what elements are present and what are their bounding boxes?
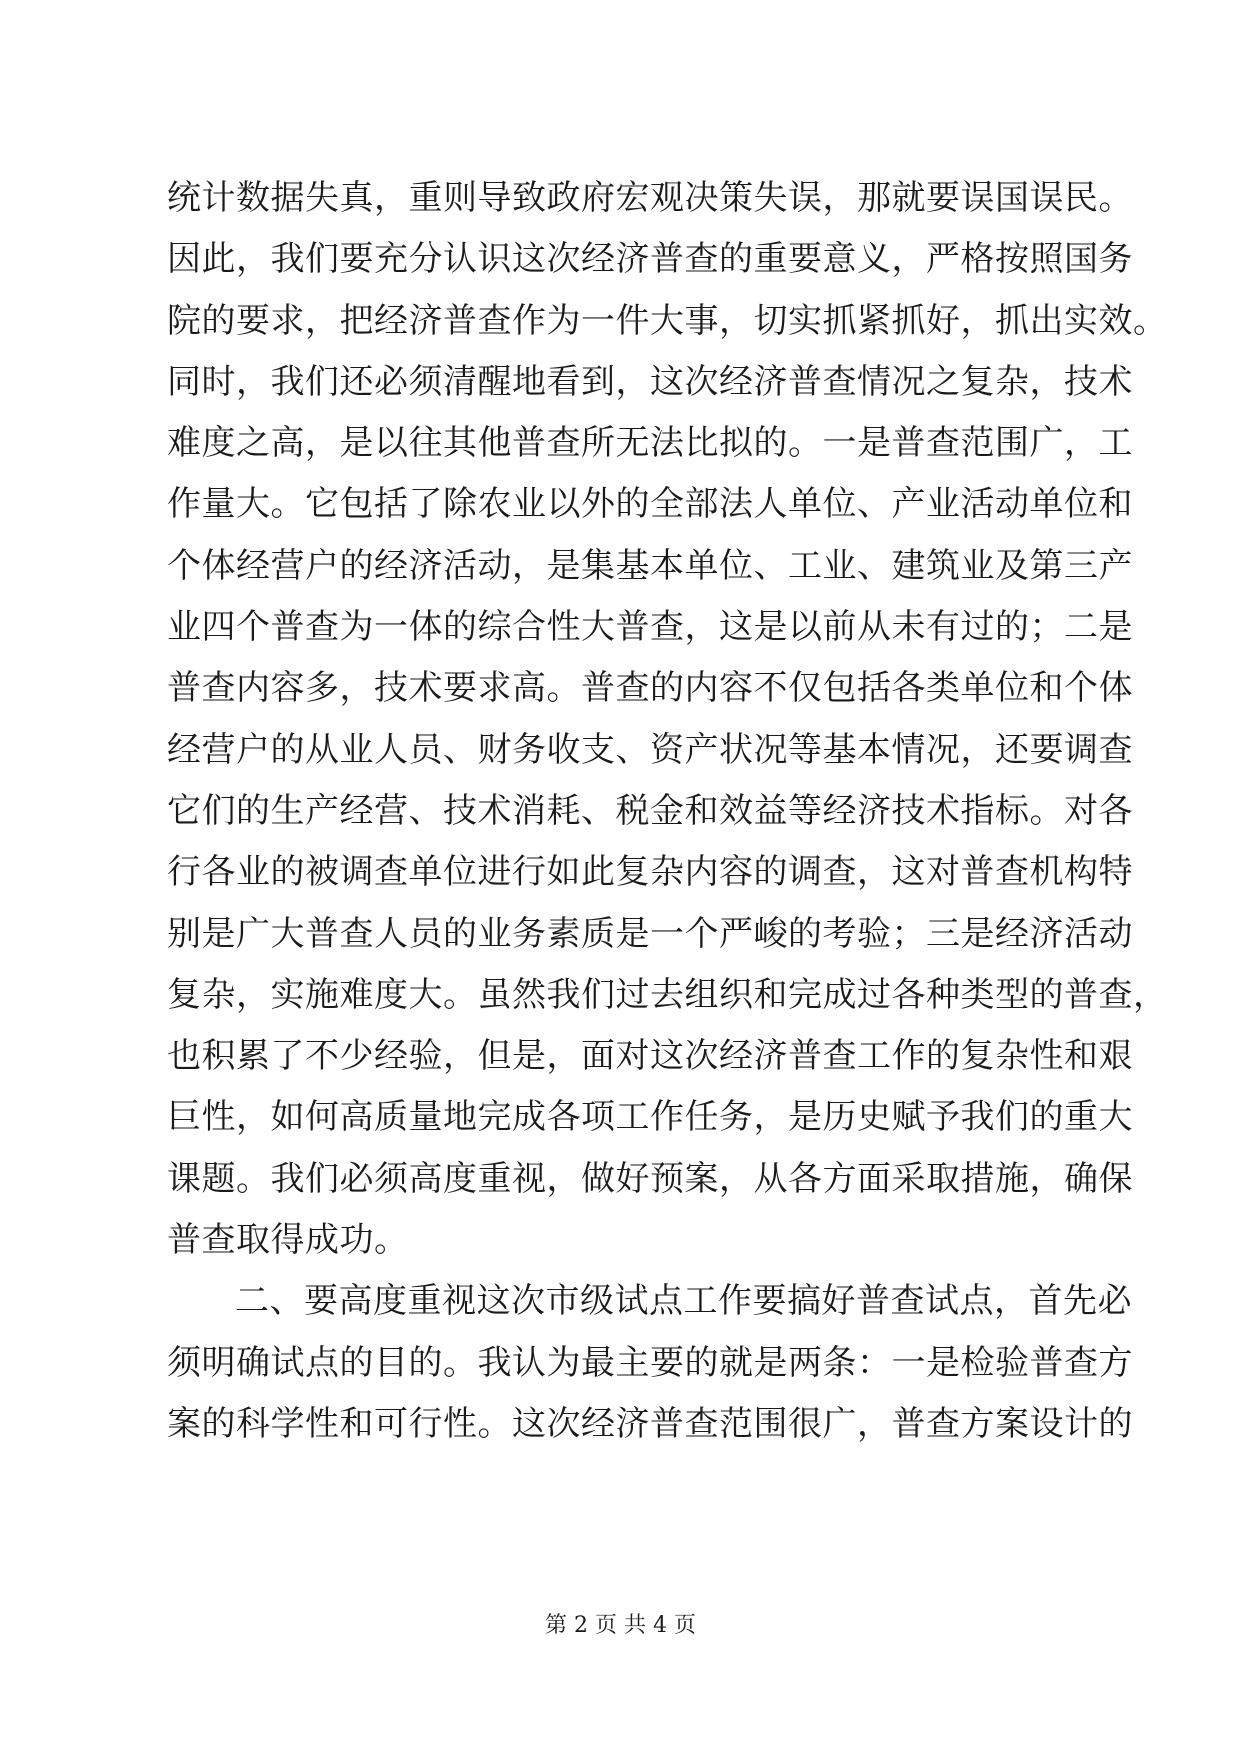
text-line: 难度之高，是以往其他普查所无法比拟的。一是普查范围广，工 — [167, 423, 1133, 464]
body-text — [167, 168, 1168, 1455]
text-line: 行各业的被调查单位进行如此复杂内容的调查，这对普查机构特 — [167, 852, 1133, 893]
text-line: 个体经营户的经济活动，是集基本单位、工业、建筑业及第三产 — [167, 545, 1133, 586]
text-line: 也积累了不少经验，但是，面对这次经济普查工作的复杂性和艰 — [167, 1036, 1133, 1077]
page-number-footer: 第 2 页 共 4 页 — [545, 1613, 696, 1638]
text-line: 案的科学性和可行性。这次经济普查范围很广，普查方案设计的 — [167, 1403, 1133, 1444]
text-line: 统计数据失真，重则导致政府宏观决策失误，那就要误国误民。 — [167, 178, 1133, 218]
paragraph-end-line: 普查取得成功。 — [167, 1220, 409, 1261]
text-line: 经营户的从业人员、财务收支、资产状况等基本情况，还要调查 — [167, 729, 1133, 770]
text-line: 同时，我们还必须清醒地看到，这次经济普查情况之复杂，技术 — [167, 361, 1133, 402]
section-heading-line: 二、要高度重视这次市级试点工作要搞好普查试点，首先必 — [235, 1281, 1132, 1322]
text-line: 业四个普查为一体的综合性大普查，这是以前从未有过的；二是 — [167, 607, 1133, 648]
text-line: 作量大。它包括了除农业以外的全部法人单位、产业活动单位和 — [167, 484, 1133, 525]
text-line: 因此，我们要充分认识这次经济普查的重要意义，严格按照国务 — [167, 239, 1133, 280]
text-line: 须明确试点的目的。我认为最主要的就是两条：一是检验普查方 — [167, 1342, 1133, 1383]
text-line: 巨性，如何高质量地完成各项工作任务，是历史赋予我们的重大 — [167, 1097, 1133, 1138]
text-line: 复杂，实施难度大。虽然我们过去组织和完成过各种类型的普查， — [167, 974, 1168, 1015]
text-line: 别是广大普查人员的业务素质是一个严峻的考验；三是经济活动 — [167, 913, 1133, 954]
text-line: 课题。我们必须高度重视，做好预案，从各方面采取措施，确保 — [167, 1158, 1133, 1199]
text-line: 它们的生产经营、技术消耗、税金和效益等经济技术指标。对各 — [167, 790, 1133, 831]
text-line: 普查内容多，技术要求高。普查的内容不仅包括各类单位和个体 — [167, 668, 1133, 709]
text-line: 院的要求，把经济普查作为一件大事，切实抓紧抓好，抓出实效。 — [167, 300, 1168, 341]
